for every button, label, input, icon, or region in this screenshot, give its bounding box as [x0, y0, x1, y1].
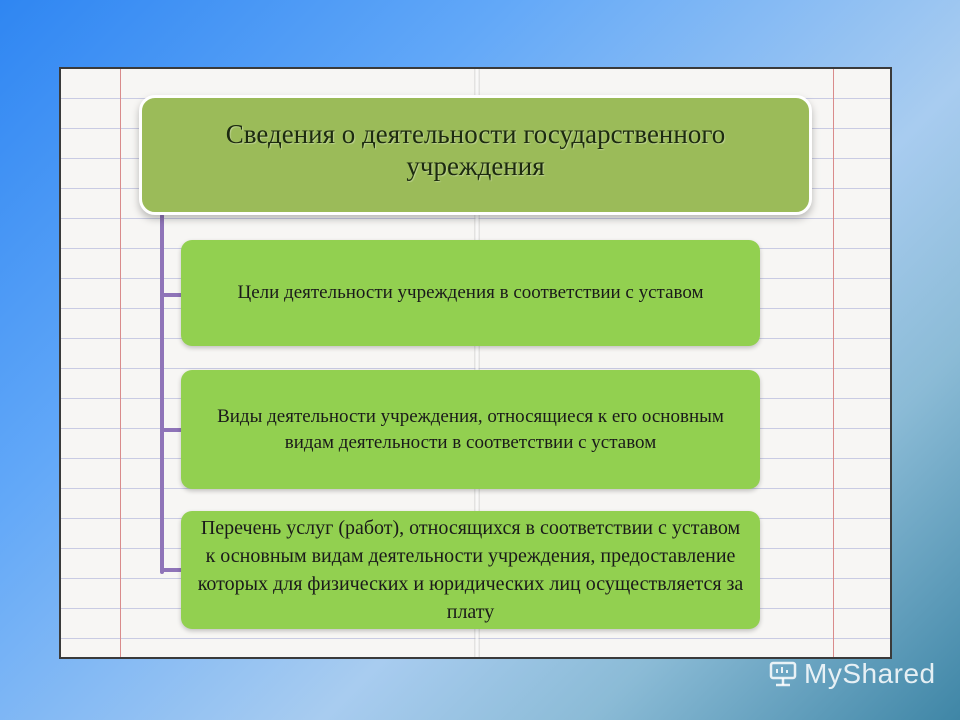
hierarchy-connector-line — [160, 214, 164, 574]
root-node-label: Сведения о деятельности государственного учреждения — [225, 119, 726, 181]
child-node-label: Цели деятельности учреждения в соответствии с уставом — [237, 282, 704, 303]
child-node-label: Перечень услуг (работ), относящихся в соответствии с уставом к основным видам деятельности учреждения, предоставление которых для физических и юридических лиц осуществляется за плату — [197, 517, 744, 623]
child-node-paid-services — [181, 511, 760, 629]
watermark — [768, 654, 936, 694]
child-node-goals — [181, 240, 760, 346]
root-node — [139, 95, 812, 215]
child-node-label: Виды деятельности учреждения, относящиеся к его основным видам деятельности в соответствии с уставом — [217, 405, 724, 453]
presentation-board-icon — [768, 661, 798, 687]
watermark-text: MyShared — [804, 658, 936, 689]
child-node-activity-types — [181, 370, 760, 489]
